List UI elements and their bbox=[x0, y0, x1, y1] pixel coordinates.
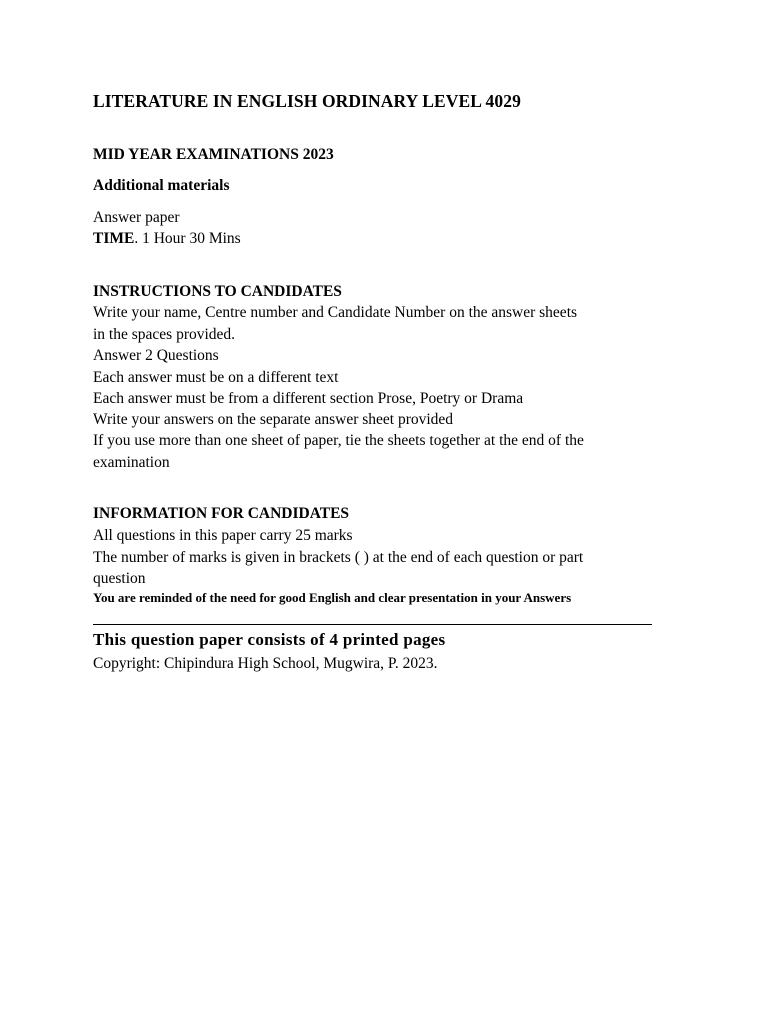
pages-note: This question paper consists of 4 printed pages bbox=[93, 630, 446, 649]
time-line bbox=[93, 229, 241, 249]
instruction-line: Each answer must be from a different section Prose, Poetry or Drama bbox=[93, 390, 524, 407]
presentation-reminder: You are reminded of the need for good English and clear presentation in your Answers bbox=[93, 590, 572, 605]
instruction-line: examination bbox=[93, 454, 170, 471]
instruction-line: If you use more than one sheet of paper, tie the sheets together at the end of the bbox=[93, 432, 584, 449]
time-label: TIME bbox=[93, 230, 135, 247]
information-line: question bbox=[93, 570, 146, 587]
instruction-line: in the spaces provided. bbox=[93, 326, 236, 343]
instruction-line: Answer 2 Questions bbox=[93, 347, 219, 364]
instruction-line: Each answer must be on a different text bbox=[93, 369, 339, 386]
instruction-line: Write your answers on the separate answer sheet provided bbox=[93, 411, 454, 428]
instruction-line: Write your name, Centre number and Candidate Number on the answer sheets bbox=[93, 304, 578, 321]
paper-title: LITERATURE IN ENGLISH ORDINARY LEVEL 4029 bbox=[93, 91, 521, 111]
exam-session: MID YEAR EXAMINATIONS 2023 bbox=[93, 146, 334, 163]
additional-materials-heading: Additional materials bbox=[93, 177, 230, 194]
information-heading: INFORMATION FOR CANDIDATES bbox=[93, 505, 350, 522]
information-line: All questions in this paper carry 25 marks bbox=[93, 527, 353, 544]
time-value: . 1 Hour 30 Mins bbox=[134, 230, 241, 247]
answer-paper-text: Answer paper bbox=[93, 209, 180, 226]
divider-line bbox=[93, 624, 652, 625]
instructions-heading: INSTRUCTIONS TO CANDIDATES bbox=[93, 283, 342, 300]
copyright-text: Copyright: Chipindura High School, Mugwira, P. 2023. bbox=[93, 655, 438, 672]
information-line: The number of marks is given in brackets ( ) at the end of each question or part bbox=[93, 549, 584, 566]
